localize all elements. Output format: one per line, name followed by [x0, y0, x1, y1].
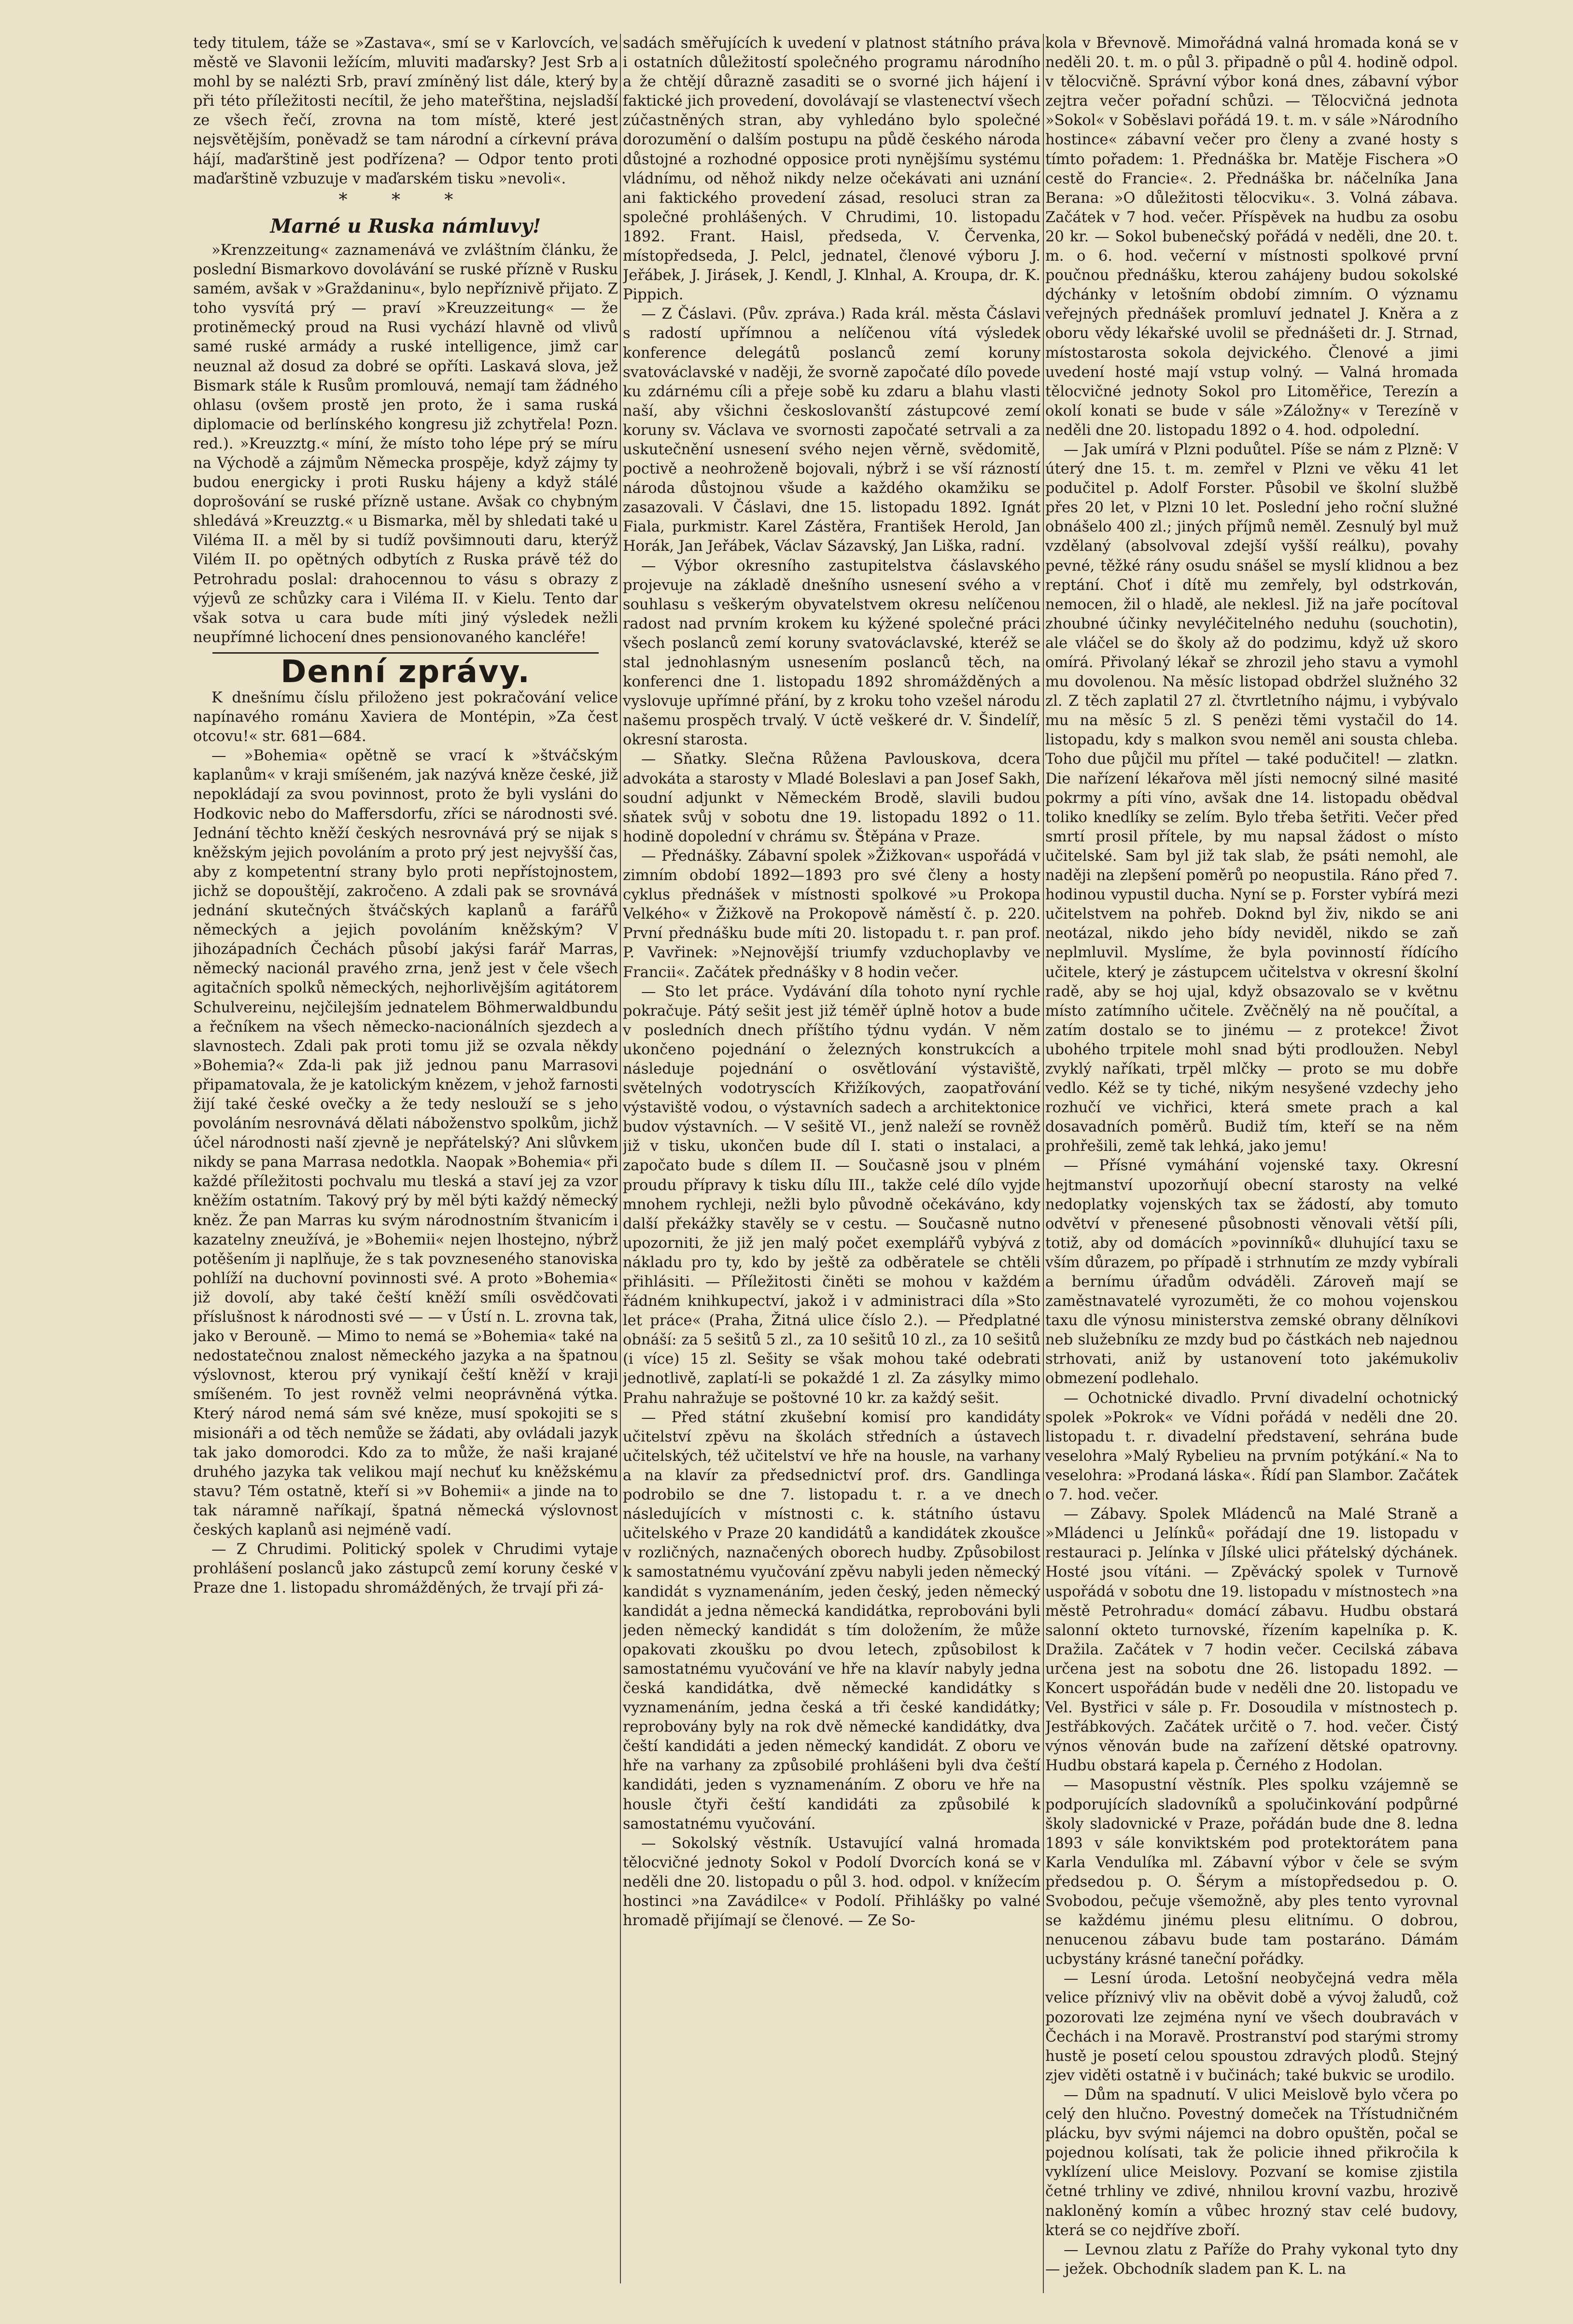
article-levnou-zlatu: — Levnou zlatu z Paříže do Prahy vykonal tyto dny — ježek. Obchodník sladem pan K. L. na	[1045, 2241, 1458, 2278]
column-left	[193, 34, 618, 2274]
article-chrudim-continuation: sadách směřujících k uvedení v platnost státního práva i ostatních důležitostí společného programu národního a že chtějí důrazně zasaditi se o svorné jich hájení i faktické jich provedení, dovolávají se vlastenectví všech zúčastněných stran, aby vyhledáno bylo společné dorozumění o dalším postupu na půdě českého národa důstojné a rozhodné opposice proti nynějšímu systému vládnímu, od něhož nikdy nelze očekávati ani uznání ani faktického provedení zásad, resoluci stran za společné prohlášených. V Chrudimi, 10. listopadu 1892. Frant. Haisl, předseda, V. Červenka, místopředseda, J. Pelcl, jednatel, členové výboru J. Jeřábek, J. Jirásek, J. Kendl, J. Klnhal, A. Kroupa, dr. K. Pippich.	[623, 35, 1040, 304]
article-jak-umira-v-plzni: — Jak umírá v Plzni poduůtel. Píše se nám z Plzně: V úterý dne 15. t. m. zemřel v Plzni ve věku 41 let podučitel p. Adolf Forster. Působil ve školní službě přes 20 let, v Plzni 10 let. Poslední jeho roční služné obnášelo 400 zl.; jiných příjmů neměl. Zesnulý byl muž vzdělaný (absolvoval zdejší vyšší reálku), povahy pevné, těžké rány osudu snášel se myslí klidnou a bez reptání. Choť i dítě mu zemřely, byl odstrkován, nemocen, žil o hladě, ale neklesl. Již na jaře pocítoval zhoubné účinky nevyléčitelného neduhu (souchotin), ale vláčel se do školy až do podzimu, když už skoro omírá. Přivolaný lékař se zhrozil jeho stavu a vymohl mu dovolenou. Na měsíc listopad obdržel služného 32 zl. Z těch zaplatil 27 zl. čtvrtletního nájmu, i vybývalo mu na měsíc 5 zl. S penězi těmi vystačil do 14. listopadu, kdy s malkon svou neměl ani sousta chleba. Toho due půjčil mu přítel — také podučitel! — zlatkn. Die nařízení lékařova měl jísti nemocný silné masité pokrmy a píti víno, avšak dne 14. listopadu obědval toliko knedlíky se zelím. Bylo třeba šetřiti. Večer před smrtí prosil přítele, by mu napsal žádost o místo učitelské. Sam byl již tak slab, že psáti nemohl, ale naději na zlepšení poměrů po neopustila. Ráno před 7. hodinou vypustil ducha. Nyní se p. Forster vybírá mezi učitelstvem na pohřeb. Doknd byl živ, nikdo se ani neotázal, nikdo jeho bídy neviděl, nikdo se zaň neplmluvil. Myslíme, že byla povinností řídícího učitele, který je zástupcem učitelstva v okresní školní radě, aby se hoj ujal, když obsazovalo se v květnu místo zatímního učitele. Zvěčnělý na ně poučítal, a zatím dostalo se to jinému — z protekce! Život ubohého trpitele mohl snad býti prodloužen. Nebyl zvyklý naříkati, trpěl mlčky — proto se mu dobře vedlo. Kéž se ty tiché, nikým nesyšené vzdechy jeho rozhučí ve vichřici, která smete prach a kal dosavadních poměrů. Budiž tím, kteří se na něm prohřešili, země tak lehká, jako jemu!	[1045, 441, 1458, 1155]
column-middle	[623, 34, 1040, 2293]
article-snatky: — Sňatky. Slečna Růžena Pavlouskova, dcera advokáta a starosty v Mladé Boleslavi a pan Josef Sakh, soudní adjunkt v Německém Brodě, slavili budou sňatek svůj v sobotu dne 19. listopadu 1892 o 11. hodině dopolední v chrámu sv. Štěpána v Praze.	[623, 751, 1040, 845]
article-z-chrudimi: — Z Chrudimi. Politický spolek v Chrudimi vytaje prohlášení poslanců jako zástupců zemí koruny české v Praze dne 1. listopadu shromážděných, že trvají při zá-	[193, 1541, 618, 1597]
article-ochotnicke-divadlo: — Ochotnické divadlo. První divadelní ochotnický spolek »Pokrok« ve Vídni pořádá v neděli dne 20. listopadu t. r. divadelní představení, sehrána bude veselohra »Malý Rybelieu na prvním potýkání.« Na to veselohra: »Prodaná láska«. Řídí pan Slambor. Začátek o 7. hod. večer.	[1045, 1389, 1458, 1504]
article-lesni-uroda: — Lesní úroda. Letošní neobyčejná vedra měla velice příznivý vliv na oběvit době a vývoj žaludů, což pozorovati lze zejména nyní ve všech doubravách v Čechách i na Moravě. Prostranství pod starými stromy hustě je posetí celou spoustou zdravých plodů. Stejný zjev viděti ostatně i v bučinách; také bukvic se urodilo.	[1045, 1970, 1458, 2084]
article-vybor-okresniho: — Výbor okresního zastupitelstva čáslavského projevuje na základě dnešního usnesení svého a v souhlasu s veškerým obyvatelstvem okresu nelíčenou radost nad prvním krokem ku kýžené společné práci všech poslanců zemí koruny svatováclavské, kteréž se stal jednohlasným usnesením poslanců těch, na konferenci dne 1. listopadu 1892 shromážděných a vyslovuje upřímné přání, by z kroku toho vzešel národu našemu prospěch trvalý. V úctě veškeré dr. V. Šindelíř, okresní starosta.	[623, 557, 1040, 749]
article-bohemia: — »Bohemia« opětně se vrací k »štváčským kaplanům« v kraji smíšeném, jak nazývá kněze české, již nepokládají za svou povinnost, proto že byli vysláni do Hodkovic nebo do Maffersdorfu, zříci se národnosti své. Jednání těchto kněží českých nesrovnává prý se nijak s kněžským jejich povoláním a proto prý jest nejvyšší čas, aby z kompetentní strany bylo proti nepřístojnostem, jichž se dopouštějí, zakročeno. A zdali pak se srovnává jednání skutečných štváčských kaplanů a farářů německých a jejich povoláním kněžským? V jihozápadních Čechách působí jakýsi farář Marras, německý nacionál pravého zrna, jenž jest v čele všech agitačních spolků německých, nejhorlivějším agitátorem Schulvereinu, nejčilejším jednatelem Böhmerwaldbundu a řečníkem na všech německo-nacionálních sjezdech a slavnostech. Zdali pak proti tomu již se ozvala někdy »Bohemia?« Zda-li pak již jednou panu Marrasovi připamatovala, že je katolickým knězem, v jehož farnosti žijí také české ovečky a že tedy neslouží se s jeho povoláním nesrovnává dělati náboženstvo spolkům, jichž účel národnosti naší zjevně je nepřátelský? Ani slůvkem nikdy se pana Marrasa nedotkla. Naopak »Bohemia« při každé příležitosti pochvalu mu tleská a staví jej za vzor kněžím ostatním. Takový prý by měl býti každý německý kněz. Že pan Marras ku svým národnostním štvanicím i kazatelny zneužívá, je »Bohemii« nejen lhostejno, nýbrž potěšením ji naplňuje, že s tak povzneseného stanoviska pohlíží na duchovní povinnosti své. A proto »Bohemia« již dovolí, aby také čeští kněží smíli osvědčovati příslušnost k národnosti své — — v Ústí n. L. zrovna tak, jako v Berouně. — Mimo to nemá se »Bohemia« také na nedostatečnou znalost německého jazyka a na špatnou výslovnost, kterou prý vynikají čeští kněží v kraji smíšeném. To jest rovněž velmi neoprávněná výtka. Který národ nemá sám své kněze, musí spokojiti se s misionáři a od těch nemůže se žádati, aby ovládali jazyk tak jako domorodci. Kdo za to může, že naši krajané druhého jazyka tak velikou mají nechuť ku kněžskému stavu? Tém ostatně, kteří si »v Bohemii« a jinde na to tak náramně naříkají, špatná německá výslovnost českých kaplanů asi nejméně vadí.	[193, 747, 618, 1539]
article-prednasky: — Přednášky. Zábavní spolek »Žižkovan« uspořádá v zimním období 1892—1893 pro své členy a hosty cyklus přednášek v místnosti spolkové »u Prokopa Velkého« v Žižkově na Prokopově náměstí č. p. 220. První přednášku bude míti 20. listopadu t. r. pan prof. P. Vavřinek: »Nejnovější triumfy vzduchoplavby ve Francii«. Začátek přednášky v 8 hodin večer.	[623, 847, 1040, 981]
article-statni-zkusebni-komise: — Před státní zkušební komisí pro kandidáty učitelství zpěvu na školách středních a ústavech učitelských, též učitelství ve hře na housle, na varhany a na klavír za předsednictví prof. drs. Gandlinga podrobilo se dne 7. listopadu t. r. a ve dnech následujících v místnosti c. k. státního ústavu učitelského v Praze 20 kandidátů a kandidátek zkoušce v rozličných, naznačených oborech hudby. Způsobilost k samostatnému vyučování zpěvu nabyli jeden německý kandidát s vyznamenáním, jeden český, jeden německý kandidát a jedna německá kandidátka, reprobováni byli jeden německý kandidát s tím doložením, že může opakovati zkoušku po dvou letech, způsobilost k samostatnému vyučování ve hře na klavír nabyly jedna česká kandidátka, dvě německé kandidátky s vyznamenáním, jedna česká a tři české kandidátky; reprobovány byly na rok dvě německé kandidátky, dva čeští kandidáti a jeden německý kandidát. Z oboru ve hře na varhany za způsobilé prohlášeni byli dva čeští kandidáti, jeden s vyznamenáním. Z oboru ve hře na housle čtyři čeští kandidáti za způsobilé k samostatnému vyučování.	[623, 1409, 1040, 1833]
article-sokolsky-vestnik: — Sokolský věstník. Ustavující valná hromada tělocvičné jednoty Sokol v Podolí Dvorcích koná se v neděli dne 20. listopadu o půl 3. hod. odpol. v knížecím hostinci »na Zavádilce« v Podolí. Přihlášky po valné hromadě přijímají se členové. — Ze So-	[623, 1834, 1040, 1930]
article-masopustni-vestnik: — Masopustní věstník. Ples spolku vzájemně se podporujících sladovníků a spolučinkování podpůrné školy sladovnické v Praze, pořádán bude dne 8. ledna 1893 v sále konviktském pod protektorátem pana Karla Vendulíka ml. Zábavní výbor v čele se svým předsedou p. O. Šérym a místopředsedou p. O. Svobodou, pečuje všemožně, aby ples tento vyrovnal se každému jinému plesu elitnímu. O dobrou, nenucenou zábavu bude tam postaráno. Dámám ucbystány krásné taneční pořádky.	[1045, 1777, 1458, 1968]
notice-novel-supplement: K dnešnímu číslu přiloženo jest pokračování velice napínavého románu Xaviera de Montépin, »Za čest otcovu!« str. 681—684.	[193, 689, 618, 745]
article-z-caslavi: — Z Čáslavi. (Pův. zpráva.) Rada král. města Čáslavi s radostí upřímnou a nelíčenou vítá výsledek konference delegátů poslanců zemí koruny svatováclavské v naději, že svorně započaté dílo povede ku zdárnému cíli a přeje sobě ku zdaru a blahu vlasti naší, aby všichni českoslovanští zástupcové zemí koruny sv. Václava ve svornosti započaté setrvali a za uskutečnění usnesení svého nejen věrně, svědomitě, poctivě a neohroženě bojovali, nýbrž i se vší rázností národa důstojnou všude a každého okamžiku se zasazovali. V Čáslavi, dne 15. listopadu 1892. Ignát Fiala, purkmistr. Karel Zástěra, František Herold, Jan Horák, Jan Jeřábek, Václav Sázavský, Jan Liška, radní.	[623, 306, 1040, 555]
column-divider	[1043, 34, 1044, 2293]
section-separator: * * *	[338, 190, 473, 210]
section-rule	[212, 652, 599, 654]
article-zabavy: — Zábavy. Spolek Mládenců na Malé Straně a »Mládenci u Jelínků« pořádají dne 19. listopadu v restauraci p. Jelínka v Jílské ulici přátelský dýchánek. Hosté jsou vítáni. — Zpěvácký spolek v Turnově uspořádá v sobotu dne 19. listopadu v místnostech »na městě Petrohradu« domácí zábavu. Hudbu obstará salonní okteto turnovské, řízením kapelníka p. K. Dražila. Začátek v 7 hodin večer. Cecilská zábava určena jest na sobotu dne 26. listopadu 1892. — Koncert uspořádán bude v neděli dne 20. listopadu ve Vel. Bystřici v sále p. Fr. Dosoudila v místnostech p. Jestřábkových. Začátek určitě o 7. hod. večer. Čistý výnos věnován bude na zařízení dětské opatrovny. Hudbu obstará kapela p. Černého z Hodolan.	[1045, 1506, 1458, 1775]
article-heading-marne-u-ruska: Marné u Ruska námluvy!	[270, 214, 541, 238]
column-divider	[620, 34, 621, 2283]
section-heading-denni-zpravy: Denní zprávy.	[281, 654, 531, 690]
column-right	[1045, 34, 1458, 2279]
article-body-krenzzeitung: »Krenzzeitung« zaznamenává ve zvláštním článku, že poslední Bismarkovo dovolávání se ruské přízně v Rusku samém, avšak v »Graždaninu«, bylo nepříznivě přijato. Z toho vysvítá prý — praví »Kreuzzeitung« — že protiněmecký proud na Rusi vychází hlavně od vlivů samé ruské armády a ruské intelligence, jimž car neuznal až dosud za dobré se opříti. Laskavá slova, jež Bismark stále k Rusům promlouvá, nemají tam žádného ohlasu (ovšem prostě jen proto, že i sama ruská diplomacie od berlínského kongresu již zchytřela! Pozn. red.). »Kreuzztg.« míní, že místo toho lépe prý se míru na Východě a zájmům Německa prospěje, když zájmy ty budou energicky i proti Rusku hájeny a když stálé doprošování se ruské přízně ustane. Avšak co chybným shledává »Kreuzztg.« u Bismarka, měl by shledati také u Viléma II. a měl by si tudíž povšimnouti daru, kterýž Vilém II. po opětných odbytích z Ruska právě též do Petrohradu poslal: drahocennou to vásu s obrazy z výjevů ze schůzky cara i Viléma II. v Kielu. Tento dar však sotva u cara bude míti jiný výsledek nežli neupřímné lichocení dnes pensionovaného kancléře!	[193, 241, 618, 646]
article-continuation: tedy titulem, táže se »Zastava«, smí se v Karlovcích, ve městě ve Slavonii ležícím, mluviti maďarsky? Jest Srb a mohl by se nalézti Srb, praví zmíněný list dále, který by při této příležitosti necítil, že jeho mateřština, nejsladší ze všech řečí, zrovna na tom místě, které jest nejsvětějším, poněvadž se tam národní a církevní práva hájí, maďarštině jest podřízena? — Odpor tento proti maďarštině vzbuzuje v maďarském tisku »nevoli«.	[193, 35, 618, 187]
article-dum-na-spadnuti: — Dům na spadnutí. V ulici Meislově bylo včera po celý den hlučno. Povestný domeček na Třístudničném plácku, byv svými nájemci na dobro opuštěn, počal se pojednou kolísati, tak že policie ihned přikročila k vyklízení ulice Meislovy. Pozvaní se komise zjistila četné trhliny ve zdivé, nhnilou krovní vazbu, hrozivě nakloněný komín a vůbec hrozný stav celé budovy, která se co nejdříve zboří.	[1045, 2086, 1458, 2239]
article-sokol-continuation: kola v Břevnově. Mimořádná valná hromada koná se v neděli 20. t. m. o půl 3. připadně o půl 4. hodině odpol. v tělocvičně. Správní výbor koná dnes, zábavní výbor zejtra večer pořadní schůzi. — Tělocvičná jednota »Sokol« v Soběslavi pořádá 19. t. m. v sále »Národního hostince« zábavní večer pro členy a zvané hosty s tímto pořadem: 1. Přednáška br. Matěje Fischera »O cestě do Francie«. 2. Přednáška br. náčelníka Jana Berana: »O důležitosti tělocviku«. 3. Volná zábava. Začátek v 7 hod. večer. Příspěvek na hudbu za osobu 20 kr. — Sokol bubenečský pořádá v neděli, dne 20. t. m. o 6. hod. večerní v místnosti spolkové první poučnou přednášku, kterou zahájeny budou sokolské dýchánky v letošním období zimním. O významu veřejných přednášek promluví jednatel J. Kněra a z oboru vědy lékařské uvolil se přednášeti dr. J. Strnad, místostarosta sokola dejvického. Členové a jimi uvedení hosté mají vstup volný. — Valná hromada tělocvičné jednoty Sokol pro Litoměřice, Terezín a okolí konati se bude v sále »Záložny« v Terezíně v neděli dne 20. listopadu 1892 o 4. hod. odpolední.	[1045, 35, 1458, 439]
article-sto-let-prace: — Sto let práce. Vydávání díla tohoto nyní rychle pokračuje. Pátý sešit jest již téměř úplně hotov a bude v posledních dnech příštího týdnu vydán. V něm ukončeno pojednání o železných konstrukcích a následuje pojednání o osvětlování výstaviště, světelných vodotryscích Křižíkových, zaopatřování výstaviště vodou, o výstavních sadech a architektonice budov výstavních. — V sešitě VI., jenž naleží se rovněž již v tisku, ukončen bude díl I. stati o instalaci, a započato bude s dílem II. — Současně jsou v plném proudu přípravy k tisku dílu III., takže celé dílo vyjde mnohem rychleji, nežli bylo původně očekáváno, kdy další překážky stavěly se v cestu. — Současně nutno upozorniti, že již jen malý počet exemplářů vybývá z nákladu pro ty, kdo by ještě za odběratele se chtěli přihlásiti. — Příležitosti činěti se mohou v každém řádném knihkupectví, jakož i v administraci díla »Sto let práce« (Praha, Žitná ulice číslo 2.). — Předplatné obnáší: za 5 sešitů 5 zl., za 10 sešitů 10 zl., za 10 sešitů (i více) 15 zl. Sešity se však mohou také odebrati jednotlivě, zaplatí-li se pokaždé 1 zl. Za zásylky mimo Prahu nahražuje se poštovné 10 kr. za každý sešit.	[623, 983, 1040, 1407]
article-vojenska-taxa: — Přísné vymáhání vojenské taxy. Okresní hejtmanství upozorňují obecní starosty na velké nedoplatky vojenských tax se žádostí, aby tomuto odvětví v přenesené působnosti věnovali větší píli, totiž, aby od domácích »povinníků« dluhující taxu se vším důrazem, po případě i strhnutím ze mzdy vybírali a bernímu úřadům odváděli. Zároveň mají se zaměstnavatelé vyrozuměti, že co mohou vojenskou taxu dle výnosu ministerstva zemské obrany dělníkovi neb služebníku ze mzdy bud po částkách neb najednou strhovati, aniž by ustanovení toto jakémukoliv obmezení podlehalo.	[1045, 1157, 1458, 1387]
